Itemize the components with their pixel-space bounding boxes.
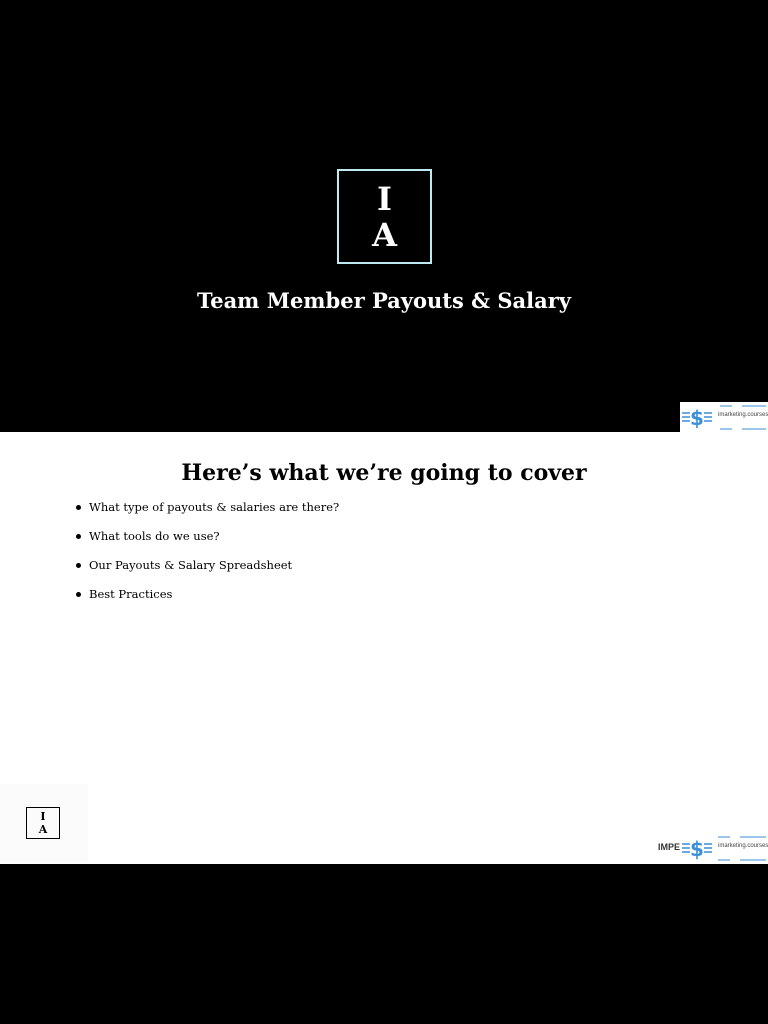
agenda-list (76, 499, 339, 615)
footer-brand-text: imarketing.courses (718, 843, 768, 849)
logo-letter-i: I (377, 180, 392, 218)
svg-text:$: $ (690, 406, 704, 430)
small-logo-letter-i: I (40, 810, 46, 823)
small-logo-box (26, 807, 60, 839)
ia-logo (337, 169, 432, 264)
agenda-item: Our Payouts & Salary Spreadsheet (76, 557, 339, 586)
brand-badge (680, 402, 768, 432)
footer-brand (658, 833, 768, 863)
logo-letter-a: A (372, 216, 397, 254)
agenda-heading: Here’s what we’re going to cover (181, 460, 587, 486)
agenda-item: What type of payouts & salaries are there? (76, 499, 339, 528)
bottom-blank-area (0, 864, 768, 1024)
footer-prefix: IMPE (658, 842, 681, 852)
agenda-slide (0, 432, 768, 864)
agenda-item: What tools do we use? (76, 528, 339, 557)
badge-brand-text: imarketing.courses (718, 412, 768, 418)
svg-text:$: $ (690, 837, 704, 861)
small-ia-logo (0, 784, 88, 862)
small-logo-letter-a: A (38, 823, 48, 836)
slide-title: Team Member Payouts & Salary (196, 288, 571, 313)
title-slide (0, 0, 768, 432)
agenda-item: Best Practices (76, 586, 339, 615)
